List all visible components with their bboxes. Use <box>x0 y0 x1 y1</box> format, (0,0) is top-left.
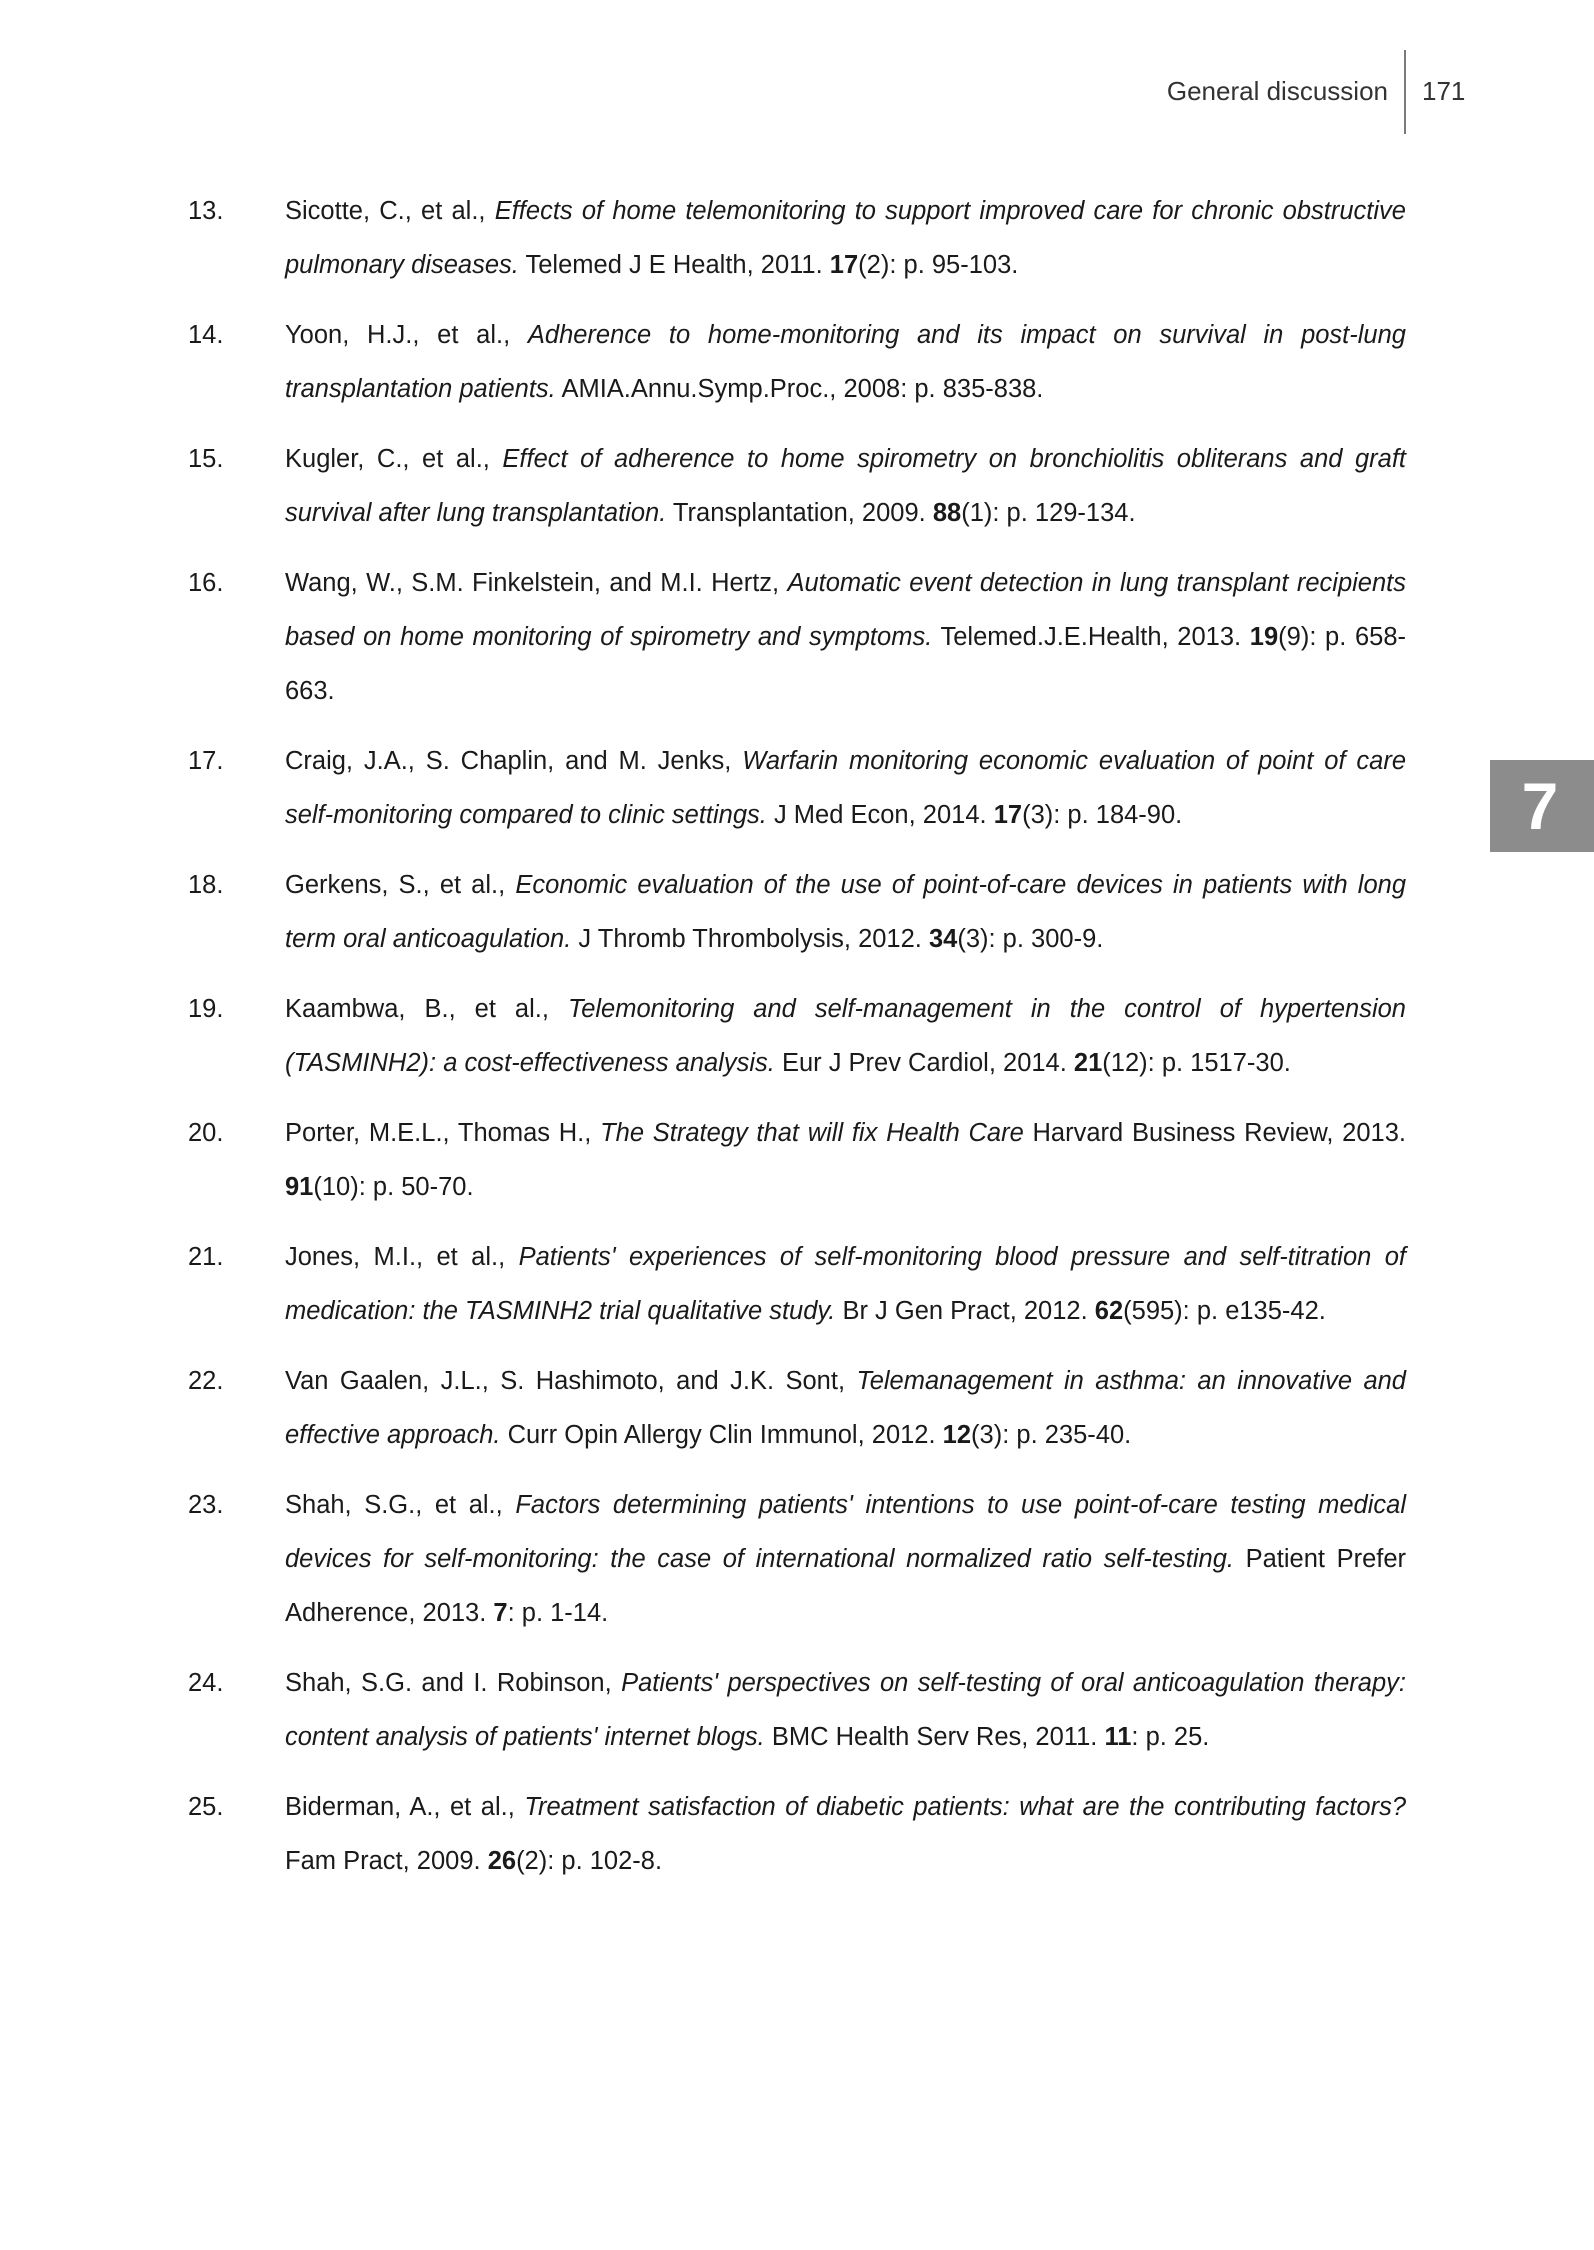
reference-number: 18. <box>188 871 224 899</box>
reference-authors: Yoon, H.J., et al., <box>285 321 511 349</box>
reference-authors: Kugler, C., et al., <box>285 445 490 473</box>
reference-number: 19. <box>188 995 224 1023</box>
reference-item <box>188 858 1406 966</box>
reference-authors: Kaambwa, B., et al., <box>285 995 549 1023</box>
reference-authors: Gerkens, S., et al., <box>285 871 506 899</box>
reference-title: Economic evaluation of the use of point-of-care devices in patients with long term oral anticoagulation. <box>285 871 1407 953</box>
reference-item <box>188 432 1406 540</box>
reference-volume: 62 <box>1094 1297 1124 1325</box>
reference-authors: Van Gaalen, J.L., S. Hashimoto, and J.K. Sont, <box>285 1367 846 1395</box>
reference-number: 22. <box>188 1367 224 1395</box>
reference-volume: 88 <box>932 499 962 527</box>
reference-title: Effect of adherence to home spirometry on bronchiolitis obliterans and graft survival after lung transplantation. <box>285 445 1406 527</box>
reference-source: BMC Health Serv Res, 2011. <box>771 1723 1098 1751</box>
reference-pages: (2): p. 102-8. <box>516 1847 663 1875</box>
reference-number: 15. <box>188 445 224 473</box>
reference-text <box>285 556 1406 718</box>
reference-pages: : p. 25. <box>1131 1723 1210 1751</box>
reference-pages: (2): p. 95-103. <box>858 251 1019 279</box>
reference-source: Eur J Prev Cardiol, 2014. <box>781 1049 1067 1077</box>
reference-authors: Biderman, A., et al., <box>285 1793 515 1821</box>
reference-number: 16. <box>188 569 224 597</box>
reference-item <box>188 1478 1406 1640</box>
reference-volume: 7 <box>493 1599 508 1627</box>
reference-source: Telemed J E Health, 2011. <box>525 251 823 279</box>
reference-item <box>188 1354 1406 1462</box>
reference-title: Telemonitoring and self-management in the control of hypertension (TASMINH2): a cost-effectiveness analysis. <box>285 995 1406 1077</box>
reference-number: 14. <box>188 321 224 349</box>
header-divider <box>1404 50 1406 134</box>
reference-source: Br J Gen Pract, 2012. <box>842 1297 1088 1325</box>
reference-item <box>188 1230 1406 1338</box>
reference-pages: (12): p. 1517-30. <box>1102 1049 1291 1077</box>
reference-title: The Strategy that will fix Health Care <box>600 1119 1024 1147</box>
reference-pages: (10): p. 50-70. <box>313 1173 474 1201</box>
reference-volume: 17 <box>993 801 1023 829</box>
reference-authors: Jones, M.I., et al., <box>285 1243 506 1271</box>
reference-text <box>285 858 1406 966</box>
reference-list <box>188 184 1406 1904</box>
reference-volume: 26 <box>487 1847 517 1875</box>
reference-text <box>285 1656 1406 1764</box>
reference-volume: 34 <box>928 925 958 953</box>
reference-item <box>188 982 1406 1090</box>
reference-source: Transplantation, 2009. <box>672 499 926 527</box>
reference-item <box>188 1656 1406 1764</box>
reference-authors: Wang, W., S.M. Finkelstein, and M.I. Hertz, <box>285 569 780 597</box>
reference-pages: (3): p. 235-40. <box>971 1421 1132 1449</box>
page-number: 171 <box>1422 76 1466 106</box>
reference-number: 25. <box>188 1793 224 1821</box>
reference-source: J Med Econ, 2014. <box>773 801 987 829</box>
reference-item <box>188 1106 1406 1214</box>
reference-volume: 91 <box>285 1173 314 1201</box>
reference-authors: Craig, J.A., S. Chaplin, and M. Jenks, <box>285 747 732 775</box>
reference-authors: Porter, M.E.L., Thomas H., <box>285 1119 592 1147</box>
reference-source: AMIA.Annu.Symp.Proc., 2008: p. 835-838. <box>561 375 1044 403</box>
reference-item <box>188 1780 1406 1888</box>
reference-text <box>285 1230 1406 1338</box>
reference-authors: Shah, S.G. and I. Robinson, <box>285 1669 612 1697</box>
reference-volume: 12 <box>942 1421 972 1449</box>
reference-source: Patient Prefer Adherence, 2013. <box>285 1545 1407 1627</box>
reference-pages: (3): p. 300-9. <box>957 925 1104 953</box>
reference-number: 24. <box>188 1669 224 1697</box>
reference-source: J Thromb Thrombolysis, 2012. <box>578 925 922 953</box>
reference-text <box>285 734 1406 842</box>
section-title: General discussion <box>1166 76 1388 106</box>
reference-number: 23. <box>188 1491 224 1519</box>
reference-authors: Sicotte, C., et al., <box>285 197 486 225</box>
reference-number: 17. <box>188 747 224 775</box>
reference-pages: : p. 1-14. <box>507 1599 609 1627</box>
reference-number: 20. <box>188 1119 224 1147</box>
reference-text <box>285 1354 1406 1462</box>
reference-title: Factors determining patients' intentions to use point-of-care testing medical devices for self-monitoring: the case of international normalized ratio self-testing. <box>285 1491 1406 1573</box>
chapter-tab: 7 <box>1490 760 1594 852</box>
reference-source: Curr Opin Allergy Clin Immunol, 2012. <box>507 1421 936 1449</box>
reference-volume: 21 <box>1073 1049 1103 1077</box>
reference-title: Patients' experiences of self-monitoring blood pressure and self-titration of medication: the TASMINH2 trial qualitative study. <box>285 1243 1406 1325</box>
reference-text <box>285 432 1406 540</box>
reference-title: Treatment satisfaction of diabetic patients: what are the contributing factors? <box>524 1793 1407 1821</box>
reference-source: Harvard Business Review, 2013. <box>1032 1119 1406 1147</box>
reference-item <box>188 308 1406 416</box>
reference-title: Automatic event detection in lung transplant recipients based on home monitoring of spirometry and symptoms. <box>285 569 1406 651</box>
reference-title: Adherence to home-monitoring and its impact on survival in post-lung transplantation patients. <box>285 321 1406 403</box>
running-header <box>0 76 1594 116</box>
reference-text <box>285 982 1406 1090</box>
reference-number: 13. <box>188 197 224 225</box>
reference-text <box>285 1478 1406 1640</box>
reference-item <box>188 556 1406 718</box>
reference-title: Warfarin monitoring economic evaluation of point of care self-monitoring compared to clinic settings. <box>285 747 1406 829</box>
reference-pages: (9): p. 658-663. <box>285 623 1406 705</box>
reference-volume: 19 <box>1249 623 1279 651</box>
reference-pages: (3): p. 184-90. <box>1022 801 1183 829</box>
reference-item <box>188 734 1406 842</box>
reference-number: 21. <box>188 1243 224 1271</box>
reference-title: Telemanagement in asthma: an innovative and effective approach. <box>285 1367 1406 1449</box>
reference-item <box>188 184 1406 292</box>
reference-volume: 11 <box>1104 1723 1132 1751</box>
reference-volume: 17 <box>829 251 859 279</box>
reference-pages: (1): p. 129-134. <box>961 499 1136 527</box>
reference-title: Patients' perspectives on self-testing of oral anticoagulation therapy: content analysis of patients' internet blogs. <box>285 1669 1406 1751</box>
reference-text <box>285 184 1406 292</box>
reference-source: Telemed.J.E.Health, 2013. <box>940 623 1242 651</box>
reference-authors: Shah, S.G., et al., <box>285 1491 503 1519</box>
reference-pages: (595): p. e135-42. <box>1123 1297 1326 1325</box>
reference-title: Effects of home telemonitoring to support improved care for chronic obstructive pulmonary diseases. <box>285 197 1406 279</box>
reference-text <box>285 1780 1406 1888</box>
reference-text <box>285 1106 1406 1214</box>
reference-source: Fam Pract, 2009. <box>285 1847 481 1875</box>
reference-text <box>285 308 1406 416</box>
